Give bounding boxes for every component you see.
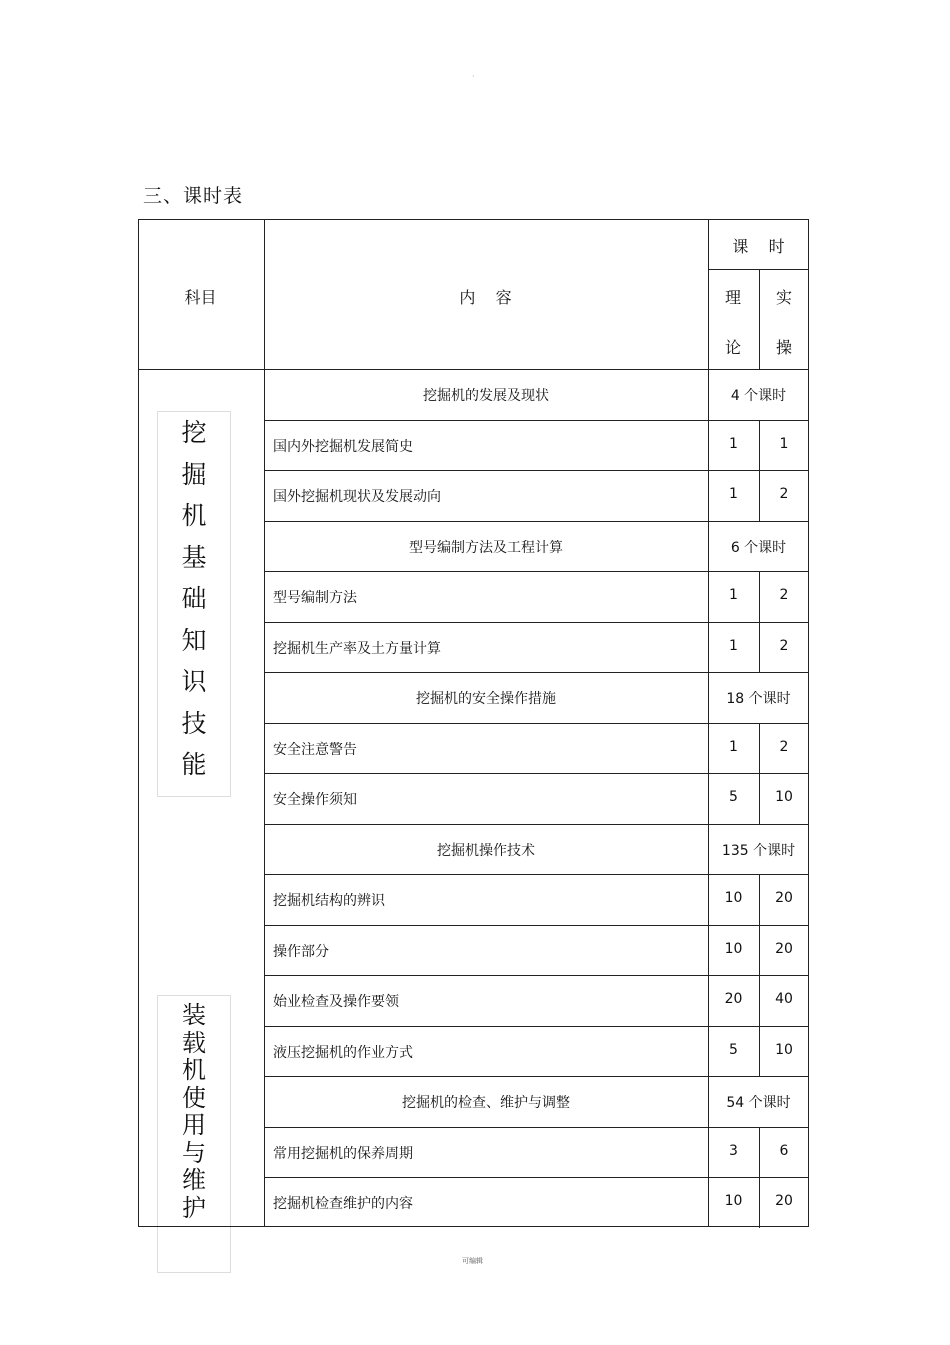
item-content: 型号编制方法 [273,590,357,606]
subject-char: 能 [181,750,207,779]
item-theory-hours: 1 [729,587,738,603]
section-hours: 135 个课时 [721,843,796,859]
subject-char: 装 [182,1001,206,1029]
item-practice-hours: 2 [779,739,789,755]
section-hours: 18 个课时 [726,691,791,707]
section-hours: 4 个课时 [730,388,787,404]
row-divider [264,874,809,875]
subject-char: 护 [182,1193,206,1222]
header-bottom-line [138,369,809,370]
item-theory-hours: 20 [724,991,743,1007]
section-hours: 54 个课时 [726,1095,791,1111]
subject-char: 使 [182,1083,206,1112]
top-mark: · [472,72,475,81]
subject-label-loader [157,995,231,1273]
subject-char: 掘 [181,459,207,489]
section-title: 挖掘机的安全操作措施 [416,691,556,707]
subject-char: 用 [182,1111,206,1139]
item-practice-hours: 1 [779,436,789,452]
item-theory-hours: 1 [729,739,738,755]
item-practice-hours: 2 [779,587,789,603]
item-practice-hours: 10 [775,1042,793,1058]
item-content: 安全操作须知 [273,792,357,808]
item-practice-hours: 10 [775,789,793,805]
subject-char: 识 [181,667,207,696]
header-practice-2: 操 [775,338,792,357]
item-content: 常用挖掘机的保养周期 [273,1146,413,1162]
subject-char: 知 [181,625,207,655]
item-content: 操作部分 [273,944,329,960]
header-theory-1: 理 [724,288,741,307]
section-hours: 6 个课时 [730,540,787,556]
row-divider [264,773,809,774]
row-divider [264,571,809,572]
header-theory-practice-divider [759,269,760,369]
subject-char: 础 [181,584,207,613]
row-divider [264,824,809,825]
item-theory-hours: 1 [729,638,738,654]
item-content: 国内外挖掘机发展简史 [273,439,413,455]
item-theory-hours: 10 [724,890,743,906]
item-theory-hours: 10 [724,941,743,957]
row-divider [264,420,809,421]
subject-char: 挖 [181,418,207,447]
row-divider [264,470,809,471]
footer-note: 可编辑 [462,1257,483,1265]
subject-label-excavator [157,411,231,797]
subject-char: 载 [182,1028,206,1057]
header-subject: 科目 [184,288,217,307]
row-divider [264,672,809,673]
subject-char: 维 [182,1166,206,1194]
row-divider [264,1076,809,1077]
row-divider [264,1177,809,1178]
item-practice-hours: 2 [779,638,789,654]
item-theory-hours: 5 [729,1042,738,1058]
row-divider [264,975,809,976]
item-practice-hours: 2 [779,486,789,502]
row-divider [264,521,809,522]
item-content: 挖掘机检查维护的内容 [273,1196,413,1212]
header-theory-2: 论 [724,338,741,357]
item-content: 液压挖掘机的作业方式 [273,1045,413,1061]
item-theory-hours: 10 [724,1193,743,1209]
row-divider [264,1026,809,1027]
page-heading: 三、课时表 [143,185,244,207]
row-divider [264,1127,809,1128]
item-theory-hours: 3 [729,1143,738,1159]
item-practice-hours: 40 [775,991,793,1007]
item-practice-hours: 6 [779,1143,789,1159]
item-practice-hours: 20 [775,1193,793,1209]
subject-char: 与 [182,1138,206,1167]
section-title: 型号编制方法及工程计算 [409,540,563,556]
item-content: 挖掘机结构的辨识 [273,893,385,909]
item-theory-hours: 1 [729,436,738,452]
item-theory-hours: 1 [729,486,738,502]
item-content: 始业检查及操作要领 [273,994,399,1010]
header-hours: 课 时 [732,237,785,256]
subject-char: 机 [182,1056,206,1084]
row-divider [264,622,809,623]
item-practice-hours: 20 [775,890,793,906]
item-theory-hours: 5 [729,789,738,805]
schedule-table [138,219,809,1227]
item-practice-hours: 20 [775,941,793,957]
row-divider [264,925,809,926]
row-divider [264,723,809,724]
section-title: 挖掘机的发展及现状 [423,388,549,404]
section-title: 挖掘机操作技术 [437,843,535,859]
item-content: 挖掘机生产率及土方量计算 [273,641,441,657]
subject-char: 机 [181,501,207,530]
subject-char: 技 [181,708,207,738]
table-border-left [138,219,139,1227]
section-title: 挖掘机的检查、维护与调整 [402,1095,570,1111]
item-content: 国外挖掘机现状及发展动向 [273,489,441,505]
header-practice-1: 实 [775,288,792,307]
header-content: 内 容 [459,288,512,307]
item-content: 安全注意警告 [273,742,357,758]
subject-char: 基 [181,542,207,572]
